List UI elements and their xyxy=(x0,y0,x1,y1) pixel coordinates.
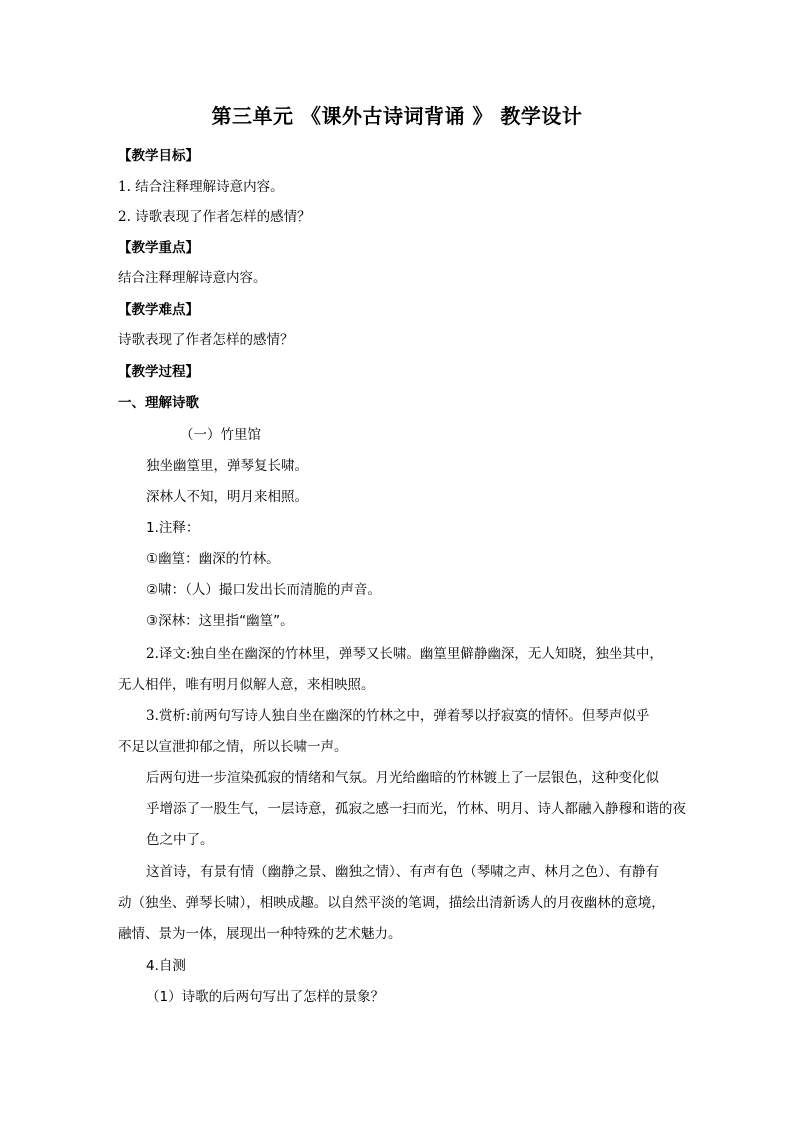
key-heading: 【教学重点】 xyxy=(118,240,199,256)
section1-heading: 一、理解诗歌 xyxy=(118,395,199,411)
translation-line-1: 2.译文:独自坐在幽深的竹林里，弹琴又长啸。幽篁里僻静幽深，无人知晓，独坐其中， xyxy=(146,646,663,662)
appreciation-line-2: 不足以宣泄抑郁之情，所以长啸一声。 xyxy=(118,739,348,755)
difficulty-heading: 【教学难点】 xyxy=(118,302,199,318)
difficulty-point: 诗歌表现了作者怎样的感情？ xyxy=(118,332,294,348)
objectives-heading: 【教学目标】 xyxy=(118,148,199,164)
appreciation-p3-line-3: 融情、景为一体，展现出一种特殊的艺术魅力。 xyxy=(118,926,402,942)
appreciation-p2-line-1: 后两句进一步渲染孤寂的情绪和气氛。月光给幽暗的竹林镀上了一层银色，这种变化似 xyxy=(146,770,659,786)
notes-heading: 1.注释： xyxy=(146,520,200,536)
document-title: 第三单元 《课外古诗词背诵 》 教学设计 xyxy=(211,104,583,128)
note-item-2: ②啸：（人）撮口发出长而清脆的声音。 xyxy=(146,582,381,598)
appreciation-p2-line-3: 色之中了。 xyxy=(146,832,214,848)
poem-title: （一）竹里馆 xyxy=(180,427,261,443)
self-test-question-1: （1）诗歌的后两句写出了怎样的景象？ xyxy=(146,989,385,1005)
objective-item-1: 1. 结合注释理解诗意内容。 xyxy=(118,179,284,195)
process-heading: 【教学过程】 xyxy=(118,364,199,380)
key-point: 结合注释理解诗意内容。 xyxy=(118,270,267,286)
note-item-1: ①幽篁：幽深的竹林。 xyxy=(146,551,280,567)
poem-line-1: 独坐幽篁里，弹琴复长啸。 xyxy=(146,458,308,474)
appreciation-p3-line-2: 动（独坐、弹琴长啸），相映成趣。以自然平淡的笔调，描绘出清新诱人的月夜幽林的意境， xyxy=(118,895,665,911)
appreciation-p3-line-1: 这首诗，有景有情（幽静之景、幽独之情）、有声有色（琴啸之声、林月之色）、有静有 xyxy=(146,864,659,880)
note-item-3: ③深林：这里指“幽篁”。 xyxy=(146,613,294,629)
appreciation-line-1: 3.赏析:前两句写诗人独自坐在幽深的竹林之中，弹着琴以抒寂寞的情怀。但琴声似乎 xyxy=(146,708,650,724)
translation-line-2: 无人相伴，唯有明月似解人意，来相映照。 xyxy=(118,677,375,693)
self-test-heading: 4.自测 xyxy=(146,958,186,974)
appreciation-p2-line-2: 乎增添了一股生气，一层诗意，孤寂之感一扫而光，竹林、明月、诗人都融入静穆和谐的夜 xyxy=(146,801,686,817)
objective-item-2: 2. 诗歌表现了作者怎样的感情？ xyxy=(118,209,311,225)
poem-line-2: 深林人不知，明月来相照。 xyxy=(146,489,308,505)
